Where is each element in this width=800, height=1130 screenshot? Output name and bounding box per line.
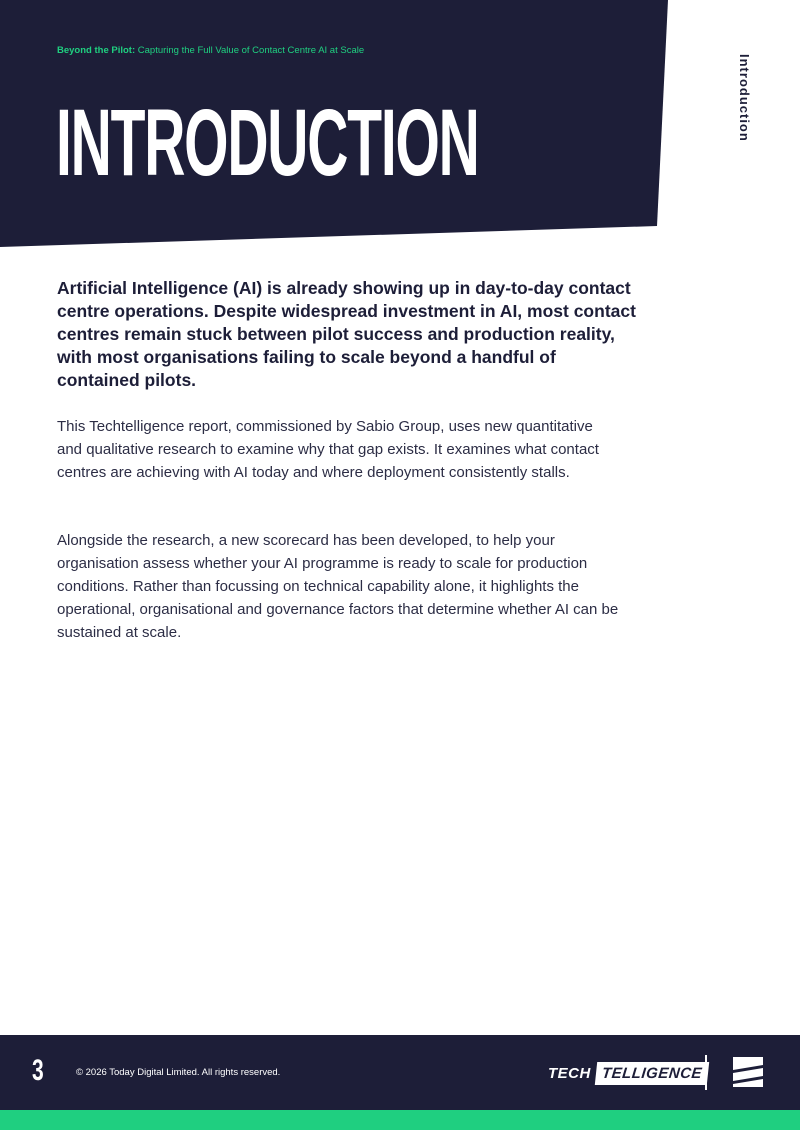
report-kicker xyxy=(57,45,364,56)
kicker-bold: Beyond the Pilot: xyxy=(57,45,136,56)
kicker-subtitle: Capturing the Full Value of Contact Centre AI at Scale xyxy=(137,45,365,56)
body-paragraph-2: Alongside the research, a new scorecard has been developed, to help your organisation assess whether your AI programme is ready to scale for production conditions. Rather than focussing on technical capability alone, it highlights the operational, organisational and governance factors that determine whether AI can be sustained at scale. xyxy=(57,532,619,641)
section-side-label: Introduction xyxy=(737,54,752,142)
logo-part-telligence: TELLIGENCE xyxy=(595,1062,709,1085)
footer-divider xyxy=(705,1055,707,1090)
page-number: 3 xyxy=(32,1054,44,1087)
body-paragraph-1: This Techtelligence report, commissioned by Sabio Group, uses new quantitative and qualitative research to examine why that gap exists. It examines what contact centres are achieving with AI today and where deployment consistently stalls. xyxy=(57,418,599,481)
logo-part-tech: TECH xyxy=(548,1064,591,1082)
lead-paragraph: Artificial Intelligence (AI) is already showing up in day-to-day contact centre operations. Despite widespread investment in AI, most contact centres remain stuck between pilot success and production reality, with most organisations failing to scale beyond a handful of contained pilots. xyxy=(57,278,636,390)
page-title: INTRODUCTION xyxy=(56,90,479,196)
sabio-s-logo-icon xyxy=(730,1054,766,1090)
techtelligence-logo xyxy=(548,1059,708,1087)
footer-accent-stripe xyxy=(0,1110,800,1130)
copyright-notice: © 2026 Today Digital Limited. All rights reserved. xyxy=(76,1067,281,1078)
